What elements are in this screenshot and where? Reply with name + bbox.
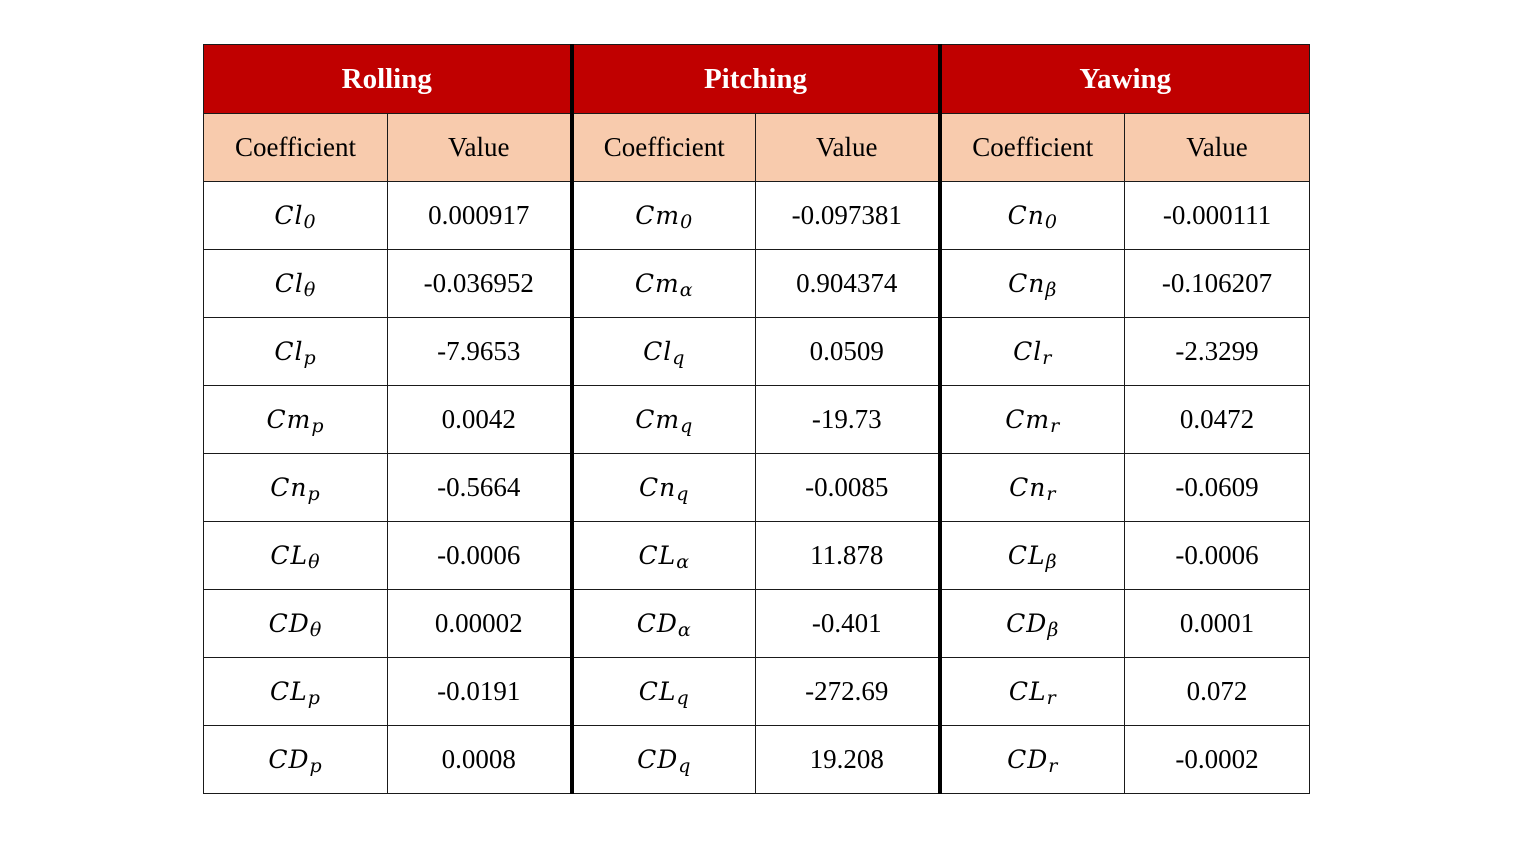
coefficient-symbol	[634, 269, 694, 301]
coefficient-base: Cn	[1008, 269, 1046, 298]
coefficient-cell	[940, 522, 1125, 590]
coefficient-cell	[940, 726, 1125, 794]
coefficient-cell	[204, 386, 388, 454]
coefficient-base: CD	[1007, 745, 1049, 774]
coefficient-base: CL	[270, 677, 308, 706]
coefficient-cell	[572, 386, 756, 454]
value-cell: 0.0008	[388, 726, 572, 794]
coefficient-cell	[940, 658, 1125, 726]
value-cell: 0.904374	[756, 250, 940, 318]
coefficient-symbol	[643, 337, 686, 369]
coefficient-symbol	[1005, 405, 1061, 437]
coefficient-cell	[204, 454, 388, 522]
col-header-value: Value	[388, 114, 572, 182]
coefficient-base: Cm	[634, 269, 680, 298]
group-header-rolling: Rolling	[204, 45, 572, 114]
coefficient-symbol	[270, 677, 321, 709]
coefficient-subscript: p	[307, 687, 321, 709]
coefficient-base: Cm	[266, 405, 312, 434]
coefficient-base: Cl	[274, 269, 304, 298]
coefficient-base: CD	[637, 745, 679, 774]
coefficient-subscript: r	[1046, 483, 1057, 505]
coefficient-base: Cm	[635, 405, 681, 434]
table-body	[204, 182, 1310, 794]
coefficient-base: Cn	[270, 473, 308, 502]
value-cell: 0.0472	[1125, 386, 1310, 454]
coefficient-subscript: r	[1042, 347, 1053, 369]
coefficient-symbol	[268, 609, 323, 641]
coefficient-subscript: 0	[1044, 211, 1058, 233]
coefficient-symbol	[1013, 337, 1053, 369]
coefficient-subscript: r	[1046, 687, 1057, 709]
coefficient-subscript: θ	[308, 551, 321, 573]
table-row	[204, 182, 1310, 250]
coefficient-subscript: p	[303, 347, 317, 369]
value-cell: -272.69	[756, 658, 940, 726]
coefficient-base: Cl	[643, 337, 673, 366]
coefficient-symbol	[266, 405, 325, 437]
table-row	[204, 454, 1310, 522]
value-cell: -0.0006	[1125, 522, 1310, 590]
coefficient-cell	[204, 182, 388, 250]
value-cell: -19.73	[756, 386, 940, 454]
value-cell: -7.9653	[388, 318, 572, 386]
coefficient-base: Cm	[1005, 405, 1051, 434]
value-cell: 0.000917	[388, 182, 572, 250]
table-row	[204, 726, 1310, 794]
value-cell: -0.106207	[1125, 250, 1310, 318]
value-cell: -0.097381	[756, 182, 940, 250]
coefficient-cell	[572, 250, 756, 318]
coefficient-base: CD	[268, 745, 310, 774]
coefficient-symbol	[1008, 269, 1058, 301]
coefficient-base: CD	[268, 609, 310, 638]
col-header-coefficient: Coefficient	[940, 114, 1125, 182]
table-row	[204, 318, 1310, 386]
coefficient-subscript: α	[676, 551, 691, 573]
value-cell: -0.000111	[1125, 182, 1310, 250]
coefficient-base: Cn	[1009, 473, 1047, 502]
coefficient-symbol	[1007, 541, 1058, 573]
coefficient-subscript: r	[1048, 755, 1059, 777]
group-header-row	[204, 45, 1310, 114]
coefficient-cell	[572, 658, 756, 726]
value-cell: -0.401	[756, 590, 940, 658]
coefficient-cell	[940, 182, 1125, 250]
coefficient-subscript: α	[677, 619, 692, 641]
coefficient-symbol	[1007, 745, 1059, 777]
column-header-row	[204, 114, 1310, 182]
value-cell: 0.0509	[756, 318, 940, 386]
coefficient-base: Cn	[639, 473, 677, 502]
table-row	[204, 522, 1310, 590]
coefficient-base: Cl	[1013, 337, 1043, 366]
value-cell: -0.0002	[1125, 726, 1310, 794]
coefficient-symbol	[274, 201, 317, 233]
coefficient-subscript: p	[309, 755, 323, 777]
col-header-value: Value	[1125, 114, 1310, 182]
coefficient-cell	[204, 658, 388, 726]
coefficient-subscript: r	[1050, 415, 1061, 437]
coefficient-base: Cl	[274, 337, 304, 366]
coefficient-cell	[572, 182, 756, 250]
coefficient-cell	[204, 250, 388, 318]
coefficient-subscript: θ	[309, 619, 323, 641]
coefficient-symbol	[274, 269, 317, 301]
coefficient-subscript: α	[679, 279, 694, 301]
coefficient-subscript: p	[311, 415, 325, 437]
aerodynamic-coefficient-table	[203, 44, 1310, 794]
value-cell: 19.208	[756, 726, 940, 794]
coefficient-cell	[940, 250, 1125, 318]
value-cell: 11.878	[756, 522, 940, 590]
group-header-pitching: Pitching	[572, 45, 940, 114]
coefficient-symbol	[635, 201, 694, 233]
coefficient-subscript: β	[1045, 551, 1058, 573]
coefficient-subscript: q	[676, 687, 690, 709]
group-header-yawing: Yawing	[940, 45, 1310, 114]
coefficient-subscript: θ	[303, 279, 317, 301]
col-header-value: Value	[756, 114, 940, 182]
coefficient-symbol	[635, 405, 694, 437]
coefficient-cell	[940, 386, 1125, 454]
value-cell: -0.0191	[388, 658, 572, 726]
coefficient-subscript: p	[307, 483, 321, 505]
coefficient-base: CL	[638, 677, 677, 706]
coefficient-cell	[940, 454, 1125, 522]
coefficient-symbol	[1007, 201, 1058, 233]
coefficient-symbol	[270, 541, 321, 573]
coefficient-subscript: β	[1045, 279, 1058, 301]
coefficient-symbol	[638, 541, 691, 573]
coefficient-symbol	[1008, 677, 1057, 709]
value-cell: 0.0042	[388, 386, 572, 454]
value-cell: 0.00002	[388, 590, 572, 658]
coefficient-cell	[940, 590, 1125, 658]
coefficient-base: CD	[1006, 609, 1048, 638]
coefficient-subscript: 0	[680, 211, 694, 233]
coefficient-symbol	[638, 677, 690, 709]
coefficient-symbol	[268, 745, 323, 777]
coefficient-symbol	[1006, 609, 1060, 641]
value-cell: -0.0085	[756, 454, 940, 522]
coefficient-cell	[572, 522, 756, 590]
value-cell: -0.0006	[388, 522, 572, 590]
value-cell: -0.5664	[388, 454, 572, 522]
value-cell: -0.0609	[1125, 454, 1310, 522]
coefficient-base: CL	[638, 541, 677, 570]
coefficient-cell	[204, 318, 388, 386]
coefficient-subscript: q	[676, 483, 690, 505]
col-header-coefficient: Coefficient	[204, 114, 388, 182]
value-cell: -0.036952	[388, 250, 572, 318]
coefficient-cell	[572, 454, 756, 522]
coefficient-symbol	[270, 473, 321, 505]
value-cell: 0.072	[1125, 658, 1310, 726]
coefficient-cell	[572, 590, 756, 658]
value-cell: -2.3299	[1125, 318, 1310, 386]
coefficient-symbol	[637, 745, 692, 777]
coefficient-symbol	[274, 337, 317, 369]
coefficient-symbol	[1009, 473, 1057, 505]
table-row	[204, 250, 1310, 318]
table-row	[204, 386, 1310, 454]
coefficient-subscript: q	[678, 755, 692, 777]
coefficient-subscript: q	[672, 347, 686, 369]
table-row	[204, 590, 1310, 658]
coefficient-cell	[204, 590, 388, 658]
coefficient-subscript: q	[680, 415, 694, 437]
col-header-coefficient: Coefficient	[572, 114, 756, 182]
coefficient-cell	[204, 522, 388, 590]
coefficient-cell	[572, 726, 756, 794]
coefficient-cell	[940, 318, 1125, 386]
coefficient-subscript: β	[1047, 619, 1060, 641]
coefficient-cell	[204, 726, 388, 794]
coefficient-cell	[572, 318, 756, 386]
table-row	[204, 658, 1310, 726]
coefficient-base: CL	[1008, 677, 1047, 706]
coefficient-symbol	[639, 473, 690, 505]
coefficient-base: CL	[1007, 541, 1046, 570]
coefficient-base: CL	[270, 541, 309, 570]
coefficient-symbol	[636, 609, 692, 641]
coefficient-base: CD	[636, 609, 678, 638]
coefficient-base: Cl	[274, 201, 304, 230]
value-cell: 0.0001	[1125, 590, 1310, 658]
coefficient-base: Cm	[635, 201, 681, 230]
coefficient-subscript: 0	[303, 211, 317, 233]
coefficient-base: Cn	[1007, 201, 1045, 230]
